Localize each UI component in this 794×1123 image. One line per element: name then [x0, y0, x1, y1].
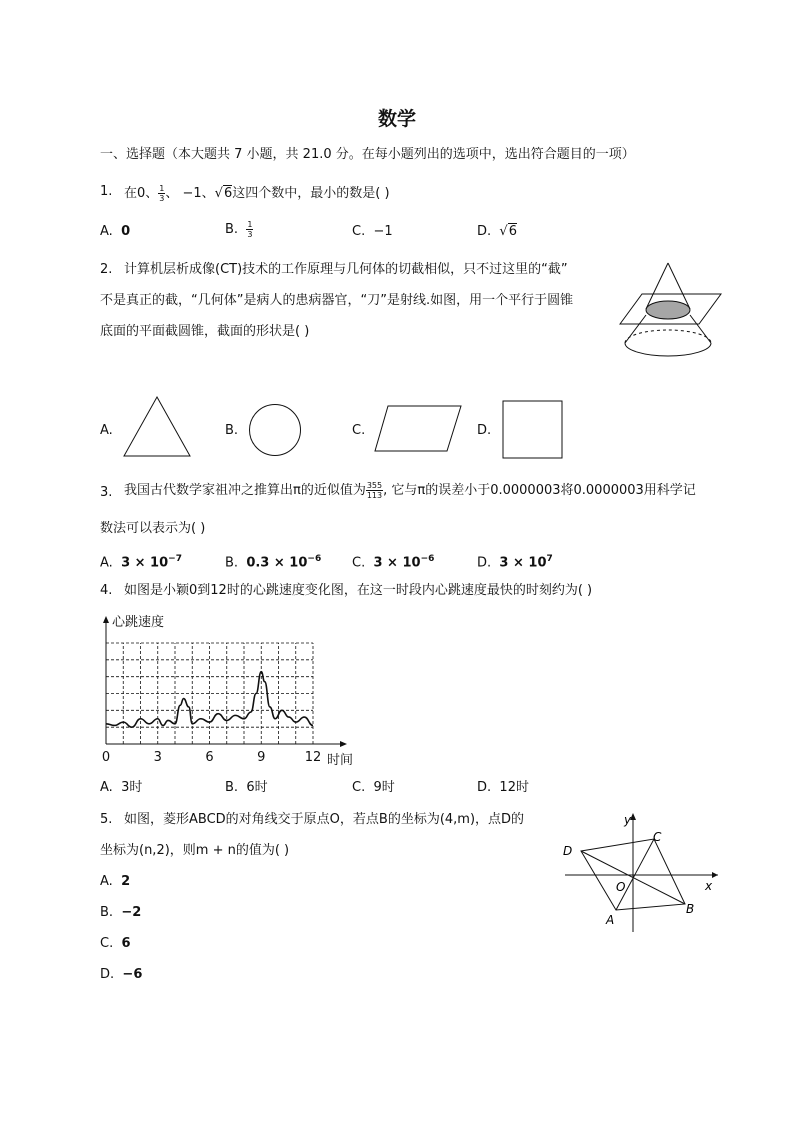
triangle-shape — [123, 396, 191, 458]
x-tick-label: 3 — [153, 750, 162, 765]
q4-option-b[interactable]: B. 6时 — [225, 780, 268, 795]
q2-option-d[interactable]: D. — [477, 423, 492, 438]
x-tick-label: 9 — [257, 750, 266, 765]
q3-stem: 我国古代数学家祖冲之推算出π的近似值为 $\frac{355}{113}$ , 它与π的误差小于0.0000003将0.0000003用科学记 — [124, 481, 696, 500]
circle-shape — [248, 403, 302, 457]
q2-number: 2. — [100, 262, 113, 277]
q4-stem: 如图是小颖0到12时的心跳速度变化图，在这一时段内心跳速度最快的时刻约为( ) — [124, 583, 593, 598]
q1-number: 1. — [100, 184, 113, 199]
q1-stem: 在0、 $\frac{1}{3}$ 、 −1、√6这四个数中，最小的数是( ) — [124, 184, 390, 203]
q5-option-a[interactable]: A. 2 — [100, 874, 131, 889]
fig-label-o: O — [616, 880, 626, 894]
q2-line1: 计算机层析成像(CT)技术的工作原理与几何体的切截相似，只不过这里的“截” — [124, 262, 568, 277]
q4-option-c[interactable]: C. 9时 — [352, 780, 395, 795]
q4-number: 4. — [100, 583, 113, 598]
fig-label-d: D — [563, 844, 573, 858]
heart-rate-line — [106, 672, 313, 728]
q1-option-b[interactable]: B. $\frac{1}{3}$ — [225, 220, 253, 239]
q2-line3: 底面的平面截圆锥，截面的形状是( ) — [100, 324, 310, 339]
q5-option-c[interactable]: C. 6 — [100, 936, 131, 951]
q5-option-d[interactable]: D. −6 — [100, 967, 143, 982]
x-tick-label: 6 — [205, 750, 214, 765]
q3-number: 3. — [100, 485, 113, 500]
q1-option-c[interactable]: C. −1 — [352, 224, 393, 239]
square-shape — [502, 400, 564, 460]
q5-option-b[interactable]: B. −2 — [100, 905, 142, 920]
x-tick-label: 12 — [304, 750, 322, 765]
page-title: 数学 — [377, 108, 416, 130]
q2-option-a[interactable]: A. — [100, 423, 113, 438]
fig-label-y: y — [624, 813, 632, 827]
fig-label-a: A — [606, 913, 615, 927]
q3-option-d[interactable]: D. $3 \times 10^7$ — [477, 554, 553, 571]
y-axis-arrow — [103, 616, 109, 623]
fig-label-x: x — [705, 879, 713, 893]
x-axis-arrow — [340, 741, 347, 747]
q4-option-a[interactable]: A. 3时 — [100, 780, 143, 795]
q5-line1: 如图，菱形ABCD的对角线交于原点O，若点B的坐标为(4,m)，点D的 — [124, 812, 525, 827]
q1-option-a[interactable]: A. 0 — [100, 224, 131, 239]
rhombus-figure — [560, 810, 730, 935]
q5-number: 5. — [100, 812, 113, 827]
q4-option-d[interactable]: D. 12时 — [477, 780, 529, 795]
q2-line2: 不是真正的截，“几何体”是病人的患病器官，“刀”是射线.如图，用一个平行于圆锥 — [100, 293, 574, 308]
q3-option-c[interactable]: C. $3 \times 10^{-6}$ — [352, 554, 435, 571]
x-axis-label: 时间 — [327, 753, 354, 768]
q2-option-c[interactable]: C. — [352, 423, 366, 438]
x-tick-label: 0 — [101, 750, 111, 765]
parallelogram-shape — [374, 405, 464, 453]
y-axis-label: 心跳速度 — [112, 615, 165, 630]
q2-option-b[interactable]: B. — [225, 423, 239, 438]
q2-cone-figure — [615, 258, 725, 364]
fig-label-b: B — [686, 902, 695, 916]
fig-label-c: C — [653, 830, 662, 844]
section-header: 一、选择题（本大题共 7 小题，共 21.0 分。在每小题列出的选项中，选出符合题目的一项） — [100, 147, 635, 162]
q3-line2: 数法可以表示为( ) — [100, 521, 206, 536]
q1-option-d[interactable]: D. √6 — [477, 224, 517, 239]
q3-option-b[interactable]: B. $0.3 \times 10^{-6}$ — [225, 554, 322, 571]
q5-line2: 坐标为(n,2)，则m + n的值为( ) — [100, 843, 290, 858]
q3-option-a[interactable]: A. $3 \times 10^{-7}$ — [100, 554, 182, 571]
